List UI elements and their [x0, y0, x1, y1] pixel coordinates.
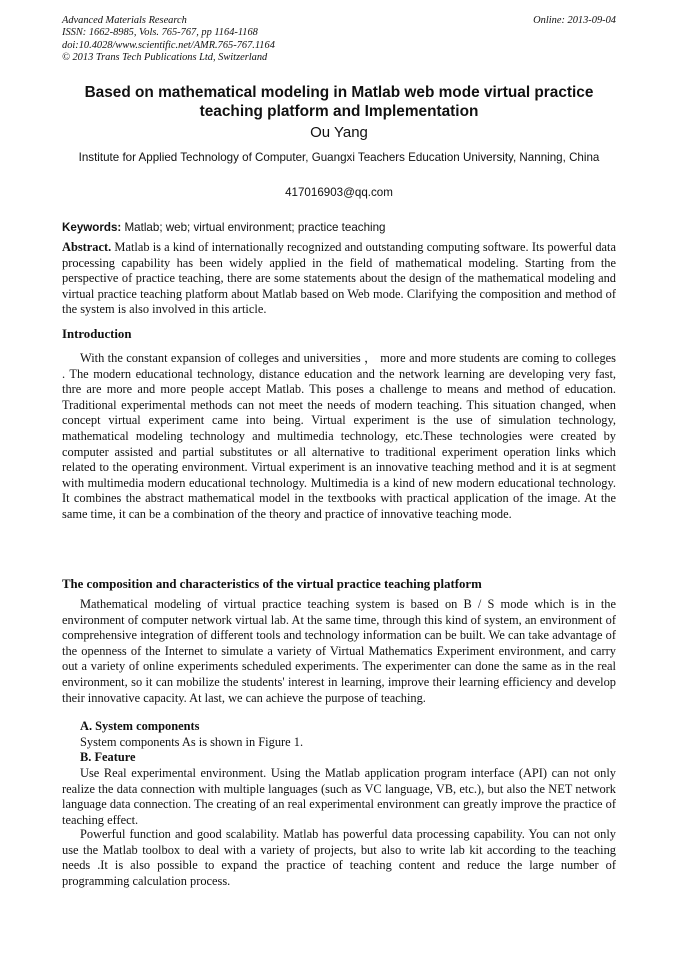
- paper-title: Based on mathematical modeling in Matlab web mode virtual practice teaching platform and Implementation: [84, 84, 594, 120]
- affiliation: Institute for Applied Technology of Computer, Guangxi Teachers Education University, Nanning, China: [78, 151, 600, 164]
- section-heading-composition: The composition and characteristics of the virtual practice teaching platform: [62, 577, 482, 591]
- keywords-label: Keywords:: [62, 221, 122, 234]
- section-heading-introduction: Introduction: [62, 327, 132, 341]
- issn-line: ISSN: 1662-8985, Vols. 765-767, pp 1164-1168: [62, 27, 258, 39]
- doi-line: doi:10.4028/www.scientific.net/AMR.765-767.1164: [62, 39, 275, 51]
- journal-header: [62, 15, 616, 64]
- system-components-text: System components As is shown in Figure 1.: [80, 735, 304, 749]
- author-email: 417016903@qq.com: [285, 186, 393, 199]
- author-name: Ou Yang: [310, 124, 368, 141]
- feature-paragraph-1: Use Real experimental environment. Using the Matlab application program interface (API) can not only realize the data connection with multiple languages (such as VC language, VB, etc.), but also the NET network language data connection. The creating of an real experimental environment can greatly improve the practice of teaching effect.: [62, 766, 616, 827]
- journal-name: Advanced Materials Research: [62, 15, 187, 26]
- subheading-system-components: A. System components: [80, 719, 200, 733]
- keywords: [62, 220, 616, 235]
- abstract-label: Abstract.: [62, 240, 112, 254]
- keywords-text: Matlab; web; virtual environment; practice teaching: [124, 221, 386, 234]
- abstract-text: Matlab is a kind of internationally recognized and outstanding computing software. Its powerful data processing capability has been widely applied in the field of mathematical modeling. Starting from the perspective of practice teaching, there are some statements about the design of the mathematical modeling and virtual practice teaching platform about Matlab based on Web mode. Clarifying the composition and method of the system is also involved in this article.: [62, 240, 616, 317]
- subheading-feature: B. Feature: [80, 750, 136, 764]
- composition-paragraph: Mathematical modeling of virtual practice teaching system is based on B / S mode which is in the environment of computer network virtual lab. At the same time, through this kind of system, an environment of comprehensive integration of different tools and technology information can be built. We can take advantage of the openness of the Internet to simulate a variety of Virtual Mathematics Experiment environment, and carry out a variety of online experiments scheduled experiments. The experimenter can done the same as in the real environment, so it can mobilize the students' interest in learning, improve their learning efficiency and develop their innovative capacity. At last, we can achieve the purpose of teaching.: [62, 597, 616, 705]
- abstract: [62, 240, 616, 318]
- introduction-paragraph: With the constant expansion of colleges and universities ， more and more students are coming to colleges . The modern educational technology, distance education and the network learning are developing very fast, thre are more and more people accept Matlab. This poses a challenge to means and method of education. Traditional experimental methods can not meet the needs of modern teaching. This situation changed, when concept virtual experiment came into being. Virtual experiment is the use of simulation technology, mathematical modeling technology and multimedia technology, etc.These technologies were created by computer assisted and partial substitutes or all alternative to traditional experiment operation links which related to the operating environment. Virtual experiment is an innovative teaching method and it is at segment with multimedia modern educational technology. Multimedia is a kind of new modern educational technology. It combines the abstract mathematical model in the textbooks with practical application of the image. At the same time, it can be a combination of the theory and practice of innovative teaching mode.: [62, 351, 616, 521]
- copyright-line: © 2013 Trans Tech Publications Ltd, Switzerland: [62, 51, 268, 63]
- feature-paragraph-2: Powerful function and good scalability. Matlab has powerful data processing capability. You can not only use the Matlab toolbox to deal with a variety of projects, but also to write lab kit according to the teaching needs .It is also possible to expand the practice of teaching content and reduce the large number of programming calculation process.: [62, 827, 616, 888]
- online-date: Online: 2013-09-04: [533, 15, 616, 26]
